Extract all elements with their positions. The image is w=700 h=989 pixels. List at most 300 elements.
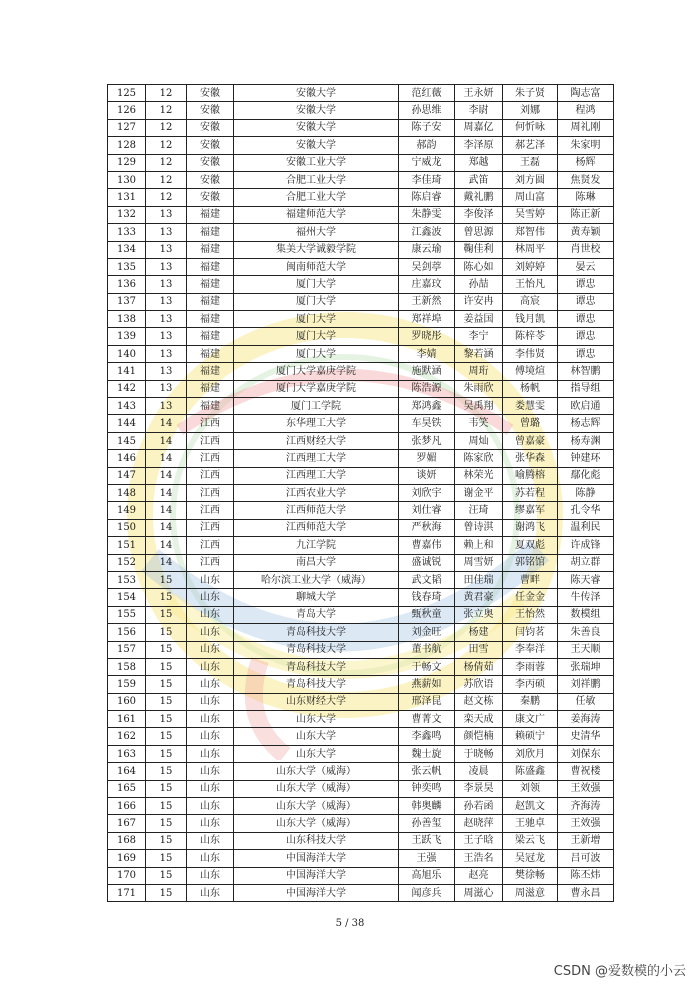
row-number-cell: 166 bbox=[108, 798, 146, 815]
table-row bbox=[108, 206, 614, 223]
province-cell: 山东 bbox=[187, 867, 234, 884]
school-cell: 哈尔滨工业大学（威海） bbox=[234, 571, 399, 588]
row-number-cell: 164 bbox=[108, 763, 146, 780]
member-2-cell: 杨倩茹 bbox=[455, 658, 503, 675]
province-cell: 江西 bbox=[187, 519, 234, 536]
row-number-cell: 154 bbox=[108, 589, 146, 606]
school-cell: 中国海洋大学 bbox=[234, 867, 399, 884]
region-code-cell: 15 bbox=[146, 884, 187, 901]
advisor-cell: 温利民 bbox=[558, 519, 614, 536]
table-row bbox=[108, 693, 614, 710]
table-row bbox=[108, 589, 614, 606]
advisor-cell: 朱善良 bbox=[558, 624, 614, 641]
table-row bbox=[108, 450, 614, 467]
table-row bbox=[108, 258, 614, 275]
table-row bbox=[108, 798, 614, 815]
member-3-cell: 李雨蓉 bbox=[503, 658, 558, 675]
region-code-cell: 12 bbox=[146, 171, 187, 188]
member-3-cell: 赵凯文 bbox=[503, 798, 558, 815]
member-2-cell: 周雪妍 bbox=[455, 554, 503, 571]
member-2-cell: 李景昊 bbox=[455, 780, 503, 797]
member-1-cell: 郑祥埠 bbox=[399, 311, 455, 328]
member-1-cell: 李婧 bbox=[399, 345, 455, 362]
member-2-cell: 凌晨 bbox=[455, 763, 503, 780]
advisor-cell: 张瑞坤 bbox=[558, 658, 614, 675]
school-cell: 中国海洋大学 bbox=[234, 884, 399, 901]
row-number-cell: 142 bbox=[108, 380, 146, 397]
member-3-cell: 刘方圆 bbox=[503, 171, 558, 188]
member-3-cell: 刘欣月 bbox=[503, 745, 558, 762]
member-1-cell: 谈妍 bbox=[399, 467, 455, 484]
member-1-cell: 罗媚 bbox=[399, 450, 455, 467]
table-row bbox=[108, 676, 614, 693]
table-row bbox=[108, 189, 614, 206]
advisor-cell: 周礼刚 bbox=[558, 119, 614, 136]
table-row bbox=[108, 415, 614, 432]
advisor-cell: 陈正新 bbox=[558, 206, 614, 223]
member-1-cell: 闻彦兵 bbox=[399, 884, 455, 901]
table-row bbox=[108, 554, 614, 571]
member-3-cell: 张华森 bbox=[503, 450, 558, 467]
province-cell: 安徽 bbox=[187, 171, 234, 188]
province-cell: 江西 bbox=[187, 484, 234, 501]
province-cell: 江西 bbox=[187, 554, 234, 571]
member-3-cell: 缪嘉军 bbox=[503, 502, 558, 519]
region-code-cell: 13 bbox=[146, 380, 187, 397]
school-cell: 江西理工大学 bbox=[234, 467, 399, 484]
province-cell: 江西 bbox=[187, 450, 234, 467]
province-cell: 福建 bbox=[187, 380, 234, 397]
table-row bbox=[108, 398, 614, 415]
advisor-cell: 陈丕炜 bbox=[558, 867, 614, 884]
advisor-cell: 谭忠 bbox=[558, 293, 614, 310]
province-cell: 福建 bbox=[187, 398, 234, 415]
member-3-cell: 林周平 bbox=[503, 241, 558, 258]
region-code-cell: 13 bbox=[146, 258, 187, 275]
region-code-cell: 12 bbox=[146, 137, 187, 154]
member-3-cell: 朱子贤 bbox=[503, 85, 558, 102]
province-cell: 山东 bbox=[187, 832, 234, 849]
region-code-cell: 15 bbox=[146, 693, 187, 710]
member-1-cell: 李佳琦 bbox=[399, 171, 455, 188]
region-code-cell: 14 bbox=[146, 450, 187, 467]
school-cell: 厦门工学院 bbox=[234, 398, 399, 415]
school-cell: 江西财经大学 bbox=[234, 432, 399, 449]
advisor-cell: 王效强 bbox=[558, 815, 614, 832]
row-number-cell: 132 bbox=[108, 206, 146, 223]
member-3-cell: 刘领 bbox=[503, 780, 558, 797]
member-3-cell: 郝艺泽 bbox=[503, 137, 558, 154]
region-code-cell: 14 bbox=[146, 432, 187, 449]
school-cell: 福州大学 bbox=[234, 224, 399, 241]
table-row bbox=[108, 606, 614, 623]
table-row bbox=[108, 467, 614, 484]
member-2-cell: 王子晗 bbox=[455, 832, 503, 849]
school-cell: 青岛大学 bbox=[234, 606, 399, 623]
table-row bbox=[108, 519, 614, 536]
table-row bbox=[108, 624, 614, 641]
member-3-cell: 刘婷婷 bbox=[503, 258, 558, 275]
school-cell: 九江学院 bbox=[234, 537, 399, 554]
table-row bbox=[108, 815, 614, 832]
row-number-cell: 167 bbox=[108, 815, 146, 832]
member-1-cell: 魏士旋 bbox=[399, 745, 455, 762]
region-code-cell: 15 bbox=[146, 606, 187, 623]
member-3-cell: 夏双彪 bbox=[503, 537, 558, 554]
member-1-cell: 燕薪如 bbox=[399, 676, 455, 693]
province-cell: 山东 bbox=[187, 676, 234, 693]
row-number-cell: 133 bbox=[108, 224, 146, 241]
member-3-cell: 高宸 bbox=[503, 293, 558, 310]
member-3-cell: 樊徐畅 bbox=[503, 867, 558, 884]
region-code-cell: 13 bbox=[146, 293, 187, 310]
member-2-cell: 曾诗淇 bbox=[455, 519, 503, 536]
advisor-cell: 程鸿 bbox=[558, 102, 614, 119]
member-2-cell: 赖上和 bbox=[455, 537, 503, 554]
member-1-cell: 郑鸿鑫 bbox=[399, 398, 455, 415]
member-2-cell: 姜益国 bbox=[455, 311, 503, 328]
table-row bbox=[108, 745, 614, 762]
member-3-cell: 谢鸿飞 bbox=[503, 519, 558, 536]
member-1-cell: 车昊铁 bbox=[399, 415, 455, 432]
row-number-cell: 152 bbox=[108, 554, 146, 571]
row-number-cell: 135 bbox=[108, 258, 146, 275]
school-cell: 青岛科技大学 bbox=[234, 676, 399, 693]
member-3-cell: 周山富 bbox=[503, 189, 558, 206]
region-code-cell: 15 bbox=[146, 867, 187, 884]
row-number-cell: 159 bbox=[108, 676, 146, 693]
table-row bbox=[108, 867, 614, 884]
region-code-cell: 13 bbox=[146, 224, 187, 241]
member-2-cell: 颜恺楠 bbox=[455, 728, 503, 745]
member-2-cell: 赵文栋 bbox=[455, 693, 503, 710]
table-row bbox=[108, 154, 614, 171]
row-number-cell: 131 bbox=[108, 189, 146, 206]
member-3-cell: 闫钧茗 bbox=[503, 624, 558, 641]
member-3-cell: 郑智伟 bbox=[503, 224, 558, 241]
province-cell: 江西 bbox=[187, 502, 234, 519]
member-2-cell: 陈家欣 bbox=[455, 450, 503, 467]
advisor-cell: 焦贤发 bbox=[558, 171, 614, 188]
advisor-cell: 杨寿渊 bbox=[558, 432, 614, 449]
province-cell: 山东 bbox=[187, 884, 234, 901]
member-3-cell: 李伟贤 bbox=[503, 345, 558, 362]
member-1-cell: 宁威龙 bbox=[399, 154, 455, 171]
region-code-cell: 15 bbox=[146, 745, 187, 762]
school-cell: 东华理工大学 bbox=[234, 415, 399, 432]
row-number-cell: 171 bbox=[108, 884, 146, 901]
advisor-cell: 齐海涛 bbox=[558, 798, 614, 815]
advisor-cell: 吕可波 bbox=[558, 850, 614, 867]
region-code-cell: 13 bbox=[146, 241, 187, 258]
member-2-cell: 苏欣语 bbox=[455, 676, 503, 693]
advisor-cell: 任敏 bbox=[558, 693, 614, 710]
member-1-cell: 严秋海 bbox=[399, 519, 455, 536]
school-cell: 厦门大学 bbox=[234, 293, 399, 310]
advisor-cell: 鄢化彪 bbox=[558, 467, 614, 484]
row-number-cell: 170 bbox=[108, 867, 146, 884]
province-cell: 福建 bbox=[187, 224, 234, 241]
member-2-cell: 吴禹翔 bbox=[455, 398, 503, 415]
region-code-cell: 15 bbox=[146, 589, 187, 606]
member-2-cell: 戴礼鹏 bbox=[455, 189, 503, 206]
region-code-cell: 15 bbox=[146, 850, 187, 867]
region-code-cell: 14 bbox=[146, 537, 187, 554]
province-cell: 江西 bbox=[187, 415, 234, 432]
member-1-cell: 刘金旺 bbox=[399, 624, 455, 641]
member-1-cell: 钱春琦 bbox=[399, 589, 455, 606]
region-code-cell: 15 bbox=[146, 658, 187, 675]
school-cell: 山东大学 bbox=[234, 745, 399, 762]
member-3-cell: 刘娜 bbox=[503, 102, 558, 119]
row-number-cell: 169 bbox=[108, 850, 146, 867]
member-1-cell: 韩奥麟 bbox=[399, 798, 455, 815]
region-code-cell: 13 bbox=[146, 311, 187, 328]
advisor-cell: 王新增 bbox=[558, 832, 614, 849]
region-code-cell: 14 bbox=[146, 554, 187, 571]
table-row bbox=[108, 780, 614, 797]
province-cell: 福建 bbox=[187, 311, 234, 328]
table-row bbox=[108, 641, 614, 658]
advisor-cell: 史清华 bbox=[558, 728, 614, 745]
advisor-cell: 数模组 bbox=[558, 606, 614, 623]
school-cell: 山东大学（威海） bbox=[234, 780, 399, 797]
school-cell: 青岛科技大学 bbox=[234, 658, 399, 675]
member-1-cell: 王新然 bbox=[399, 293, 455, 310]
row-number-cell: 161 bbox=[108, 711, 146, 728]
table-row bbox=[108, 884, 614, 901]
member-1-cell: 董书航 bbox=[399, 641, 455, 658]
member-3-cell: 任金金 bbox=[503, 589, 558, 606]
region-code-cell: 15 bbox=[146, 798, 187, 815]
member-3-cell: 梁云飞 bbox=[503, 832, 558, 849]
row-number-cell: 134 bbox=[108, 241, 146, 258]
row-number-cell: 146 bbox=[108, 450, 146, 467]
member-3-cell: 李丙硕 bbox=[503, 676, 558, 693]
region-code-cell: 13 bbox=[146, 345, 187, 362]
advisor-cell: 刘保东 bbox=[558, 745, 614, 762]
member-1-cell: 陈子安 bbox=[399, 119, 455, 136]
row-number-cell: 127 bbox=[108, 119, 146, 136]
school-cell: 江西农业大学 bbox=[234, 484, 399, 501]
region-code-cell: 14 bbox=[146, 415, 187, 432]
province-cell: 山东 bbox=[187, 589, 234, 606]
province-cell: 山东 bbox=[187, 780, 234, 797]
advisor-cell: 王天顺 bbox=[558, 641, 614, 658]
member-1-cell: 庄嘉玟 bbox=[399, 276, 455, 293]
row-number-cell: 136 bbox=[108, 276, 146, 293]
region-code-cell: 14 bbox=[146, 467, 187, 484]
row-number-cell: 139 bbox=[108, 328, 146, 345]
member-1-cell: 刘欣宇 bbox=[399, 484, 455, 501]
province-cell: 福建 bbox=[187, 276, 234, 293]
advisor-cell: 王效强 bbox=[558, 780, 614, 797]
advisor-cell: 姜海涛 bbox=[558, 711, 614, 728]
member-1-cell: 范红薇 bbox=[399, 85, 455, 102]
member-1-cell: 陈浩源 bbox=[399, 380, 455, 397]
advisor-cell: 孔令华 bbox=[558, 502, 614, 519]
province-cell: 山东 bbox=[187, 728, 234, 745]
region-code-cell: 14 bbox=[146, 484, 187, 501]
province-cell: 山东 bbox=[187, 711, 234, 728]
province-cell: 山东 bbox=[187, 798, 234, 815]
province-cell: 安徽 bbox=[187, 154, 234, 171]
region-code-cell: 15 bbox=[146, 711, 187, 728]
table-row bbox=[108, 241, 614, 258]
advisor-cell: 谭忠 bbox=[558, 276, 614, 293]
member-2-cell: 孙喆 bbox=[455, 276, 503, 293]
member-2-cell: 田雪 bbox=[455, 641, 503, 658]
member-2-cell: 林荣光 bbox=[455, 467, 503, 484]
province-cell: 安徽 bbox=[187, 119, 234, 136]
table-row bbox=[108, 293, 614, 310]
member-2-cell: 武笛 bbox=[455, 171, 503, 188]
school-cell: 山东大学（威海） bbox=[234, 815, 399, 832]
advisor-cell: 胡立群 bbox=[558, 554, 614, 571]
school-cell: 南昌大学 bbox=[234, 554, 399, 571]
advisor-cell: 谭忠 bbox=[558, 345, 614, 362]
province-cell: 安徽 bbox=[187, 137, 234, 154]
member-1-cell: 施默涵 bbox=[399, 363, 455, 380]
member-2-cell: 陈心如 bbox=[455, 258, 503, 275]
school-cell: 山东财经大学 bbox=[234, 693, 399, 710]
member-1-cell: 孙思维 bbox=[399, 102, 455, 119]
region-code-cell: 12 bbox=[146, 102, 187, 119]
member-3-cell: 王驰卓 bbox=[503, 815, 558, 832]
member-3-cell: 王怡然 bbox=[503, 606, 558, 623]
member-3-cell: 吴雪婷 bbox=[503, 206, 558, 223]
school-cell: 山东科技大学 bbox=[234, 832, 399, 849]
member-2-cell: 李俊泽 bbox=[455, 206, 503, 223]
school-cell: 安徽大学 bbox=[234, 137, 399, 154]
region-code-cell: 15 bbox=[146, 624, 187, 641]
member-1-cell: 武文韬 bbox=[399, 571, 455, 588]
province-cell: 福建 bbox=[187, 258, 234, 275]
province-cell: 山东 bbox=[187, 745, 234, 762]
member-2-cell: 黎若涵 bbox=[455, 345, 503, 362]
member-3-cell: 王磊 bbox=[503, 154, 558, 171]
table-row bbox=[108, 102, 614, 119]
advisor-cell: 陈天睿 bbox=[558, 571, 614, 588]
table-row bbox=[108, 345, 614, 362]
row-number-cell: 151 bbox=[108, 537, 146, 554]
member-1-cell: 钟奕鸣 bbox=[399, 780, 455, 797]
school-cell: 山东大学（威海） bbox=[234, 763, 399, 780]
province-cell: 江西 bbox=[187, 432, 234, 449]
member-3-cell: 曾璐 bbox=[503, 415, 558, 432]
province-cell: 山东 bbox=[187, 693, 234, 710]
member-2-cell: 周嘉亿 bbox=[455, 119, 503, 136]
award-roster-table bbox=[107, 84, 614, 902]
member-3-cell: 李奉洋 bbox=[503, 641, 558, 658]
member-3-cell: 苏若程 bbox=[503, 484, 558, 501]
member-1-cell: 朱静雯 bbox=[399, 206, 455, 223]
table-row bbox=[108, 171, 614, 188]
region-code-cell: 15 bbox=[146, 815, 187, 832]
table-row bbox=[108, 380, 614, 397]
school-cell: 江西理工大学 bbox=[234, 450, 399, 467]
school-cell: 福建师范大学 bbox=[234, 206, 399, 223]
member-1-cell: 康云瑜 bbox=[399, 241, 455, 258]
member-1-cell: 曹菁文 bbox=[399, 711, 455, 728]
region-code-cell: 15 bbox=[146, 641, 187, 658]
member-2-cell: 李尉 bbox=[455, 102, 503, 119]
row-number-cell: 138 bbox=[108, 311, 146, 328]
page-number: 5 / 38 bbox=[335, 918, 365, 929]
advisor-cell: 杨志辉 bbox=[558, 415, 614, 432]
province-cell: 江西 bbox=[187, 537, 234, 554]
member-2-cell: 王浩名 bbox=[455, 850, 503, 867]
school-cell: 安徽大学 bbox=[234, 102, 399, 119]
advisor-cell: 朱家明 bbox=[558, 137, 614, 154]
province-cell: 山东 bbox=[187, 658, 234, 675]
row-number-cell: 157 bbox=[108, 641, 146, 658]
table-row bbox=[108, 85, 614, 102]
province-cell: 山东 bbox=[187, 571, 234, 588]
row-number-cell: 143 bbox=[108, 398, 146, 415]
member-3-cell: 杨帆 bbox=[503, 380, 558, 397]
member-3-cell: 陈盛鑫 bbox=[503, 763, 558, 780]
table-row bbox=[108, 502, 614, 519]
school-cell: 安徽大学 bbox=[234, 119, 399, 136]
member-2-cell: 张立奥 bbox=[455, 606, 503, 623]
province-cell: 福建 bbox=[187, 328, 234, 345]
row-number-cell: 141 bbox=[108, 363, 146, 380]
advisor-cell: 陶志富 bbox=[558, 85, 614, 102]
province-cell: 山东 bbox=[187, 815, 234, 832]
region-code-cell: 13 bbox=[146, 398, 187, 415]
member-2-cell: 王永妍 bbox=[455, 85, 503, 102]
province-cell: 安徽 bbox=[187, 85, 234, 102]
province-cell: 安徽 bbox=[187, 102, 234, 119]
province-cell: 福建 bbox=[187, 363, 234, 380]
member-2-cell: 田佳瑞 bbox=[455, 571, 503, 588]
school-cell: 闽南师范大学 bbox=[234, 258, 399, 275]
region-code-cell: 12 bbox=[146, 154, 187, 171]
member-1-cell: 张云帆 bbox=[399, 763, 455, 780]
member-1-cell: 吴剑葶 bbox=[399, 258, 455, 275]
province-cell: 福建 bbox=[187, 345, 234, 362]
member-2-cell: 周灿 bbox=[455, 432, 503, 449]
school-cell: 江西师范大学 bbox=[234, 519, 399, 536]
province-cell: 福建 bbox=[187, 293, 234, 310]
region-code-cell: 13 bbox=[146, 276, 187, 293]
member-3-cell: 娄慧雯 bbox=[503, 398, 558, 415]
member-2-cell: 黄君豪 bbox=[455, 589, 503, 606]
member-1-cell: 高旭乐 bbox=[399, 867, 455, 884]
school-cell: 山东大学 bbox=[234, 711, 399, 728]
table-row bbox=[108, 832, 614, 849]
row-number-cell: 153 bbox=[108, 571, 146, 588]
row-number-cell: 129 bbox=[108, 154, 146, 171]
row-number-cell: 137 bbox=[108, 293, 146, 310]
member-2-cell: 郑越 bbox=[455, 154, 503, 171]
region-code-cell: 12 bbox=[146, 85, 187, 102]
member-3-cell: 傅境煊 bbox=[503, 363, 558, 380]
advisor-cell: 欧启通 bbox=[558, 398, 614, 415]
row-number-cell: 147 bbox=[108, 467, 146, 484]
advisor-cell: 许成锋 bbox=[558, 537, 614, 554]
table-row bbox=[108, 728, 614, 745]
member-2-cell: 朱雨欣 bbox=[455, 380, 503, 397]
school-cell: 青岛科技大学 bbox=[234, 641, 399, 658]
row-number-cell: 140 bbox=[108, 345, 146, 362]
row-number-cell: 149 bbox=[108, 502, 146, 519]
school-cell: 江西师范大学 bbox=[234, 502, 399, 519]
school-cell: 厦门大学嘉庚学院 bbox=[234, 380, 399, 397]
row-number-cell: 126 bbox=[108, 102, 146, 119]
region-code-cell: 15 bbox=[146, 763, 187, 780]
